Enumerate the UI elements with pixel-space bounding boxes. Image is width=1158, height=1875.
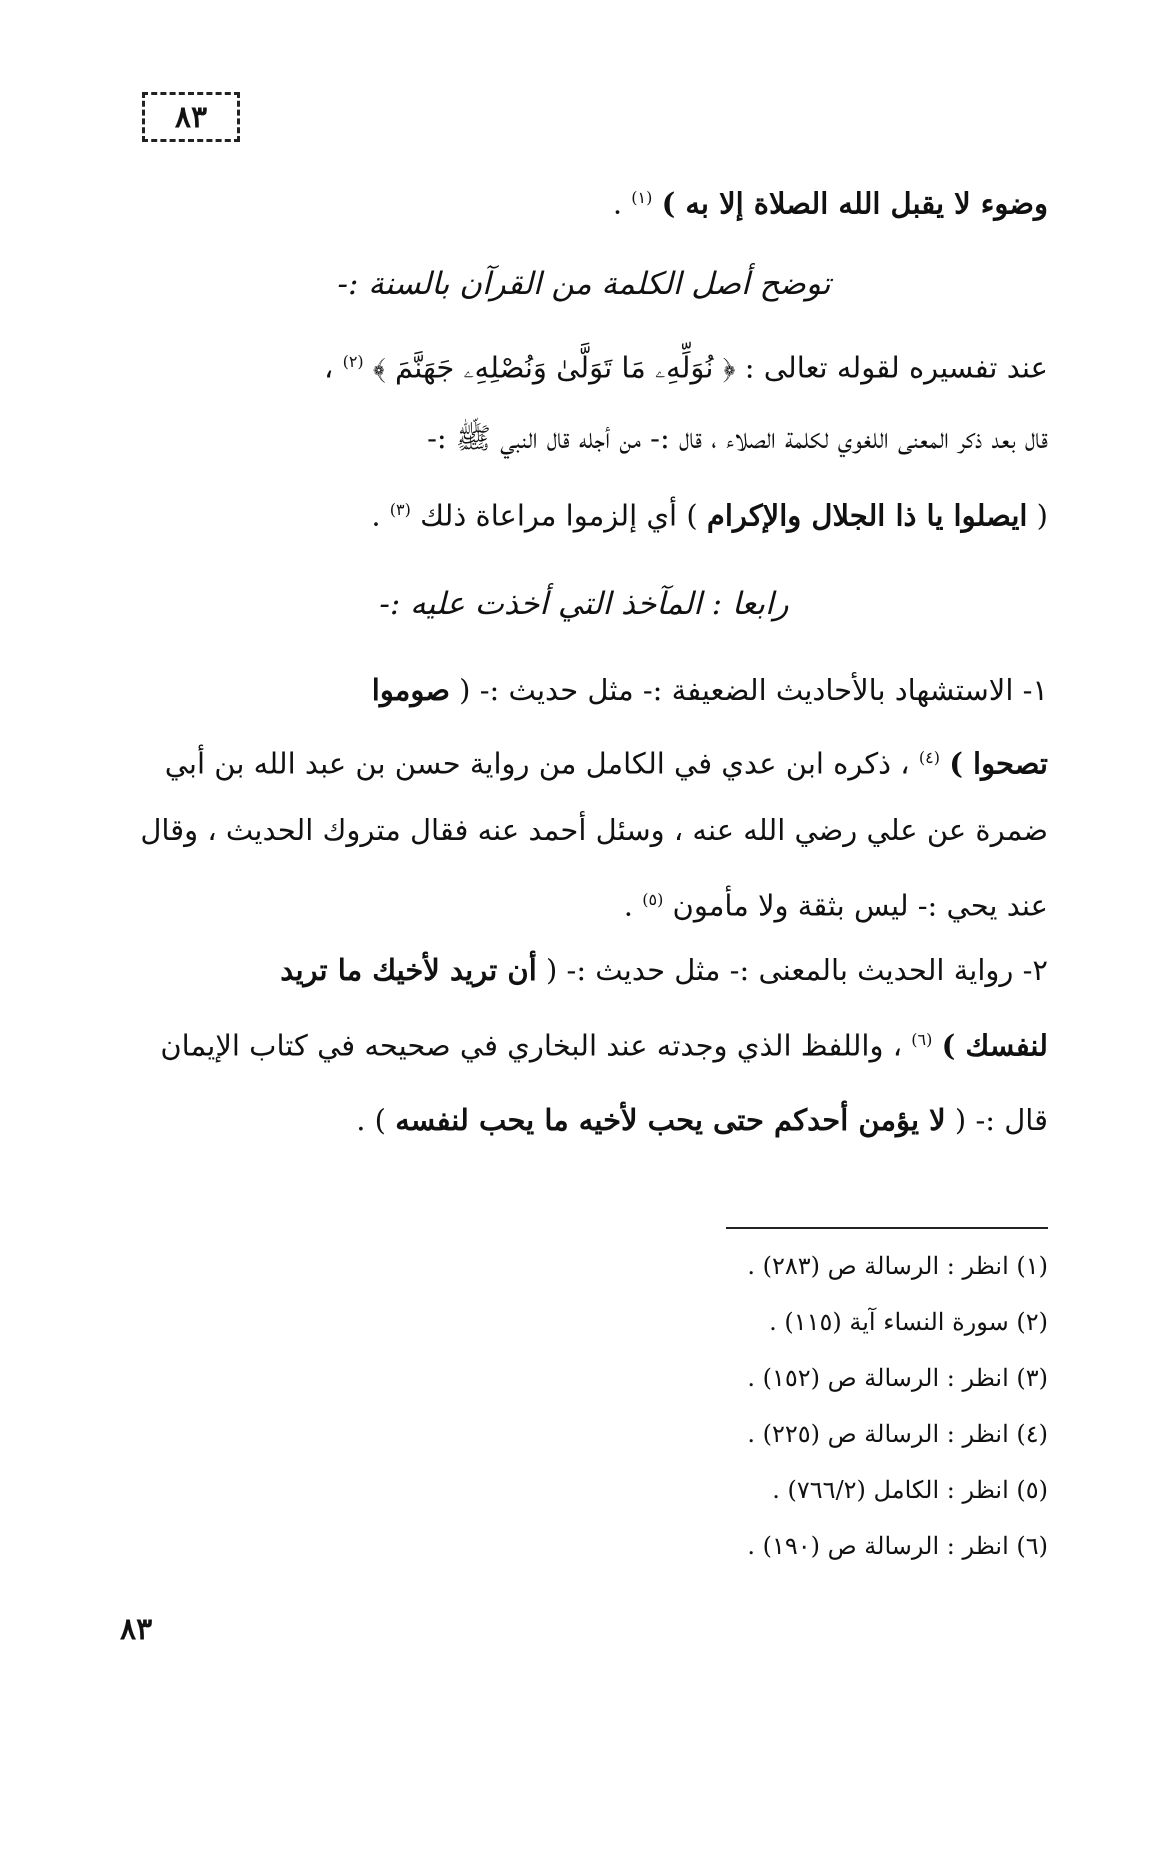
body-text: ) أي إلزموا مراعاة ذلك bbox=[420, 498, 698, 533]
footnote-2: (٢) سورة النساء آية (١١٥) . bbox=[769, 1308, 1048, 1336]
hadith-text: لا يؤمن أحدكم حتى يحب لأخيه ما يحب لنفسه bbox=[395, 1103, 946, 1137]
body-line-5 bbox=[120, 670, 1048, 710]
body-text: ٢- رواية الحديث بالمعنى :- مثل حديث :- ( bbox=[545, 953, 1048, 987]
body-line-3: قال بعد ذكر المعنى اللغوي لكلمة الصلاء ، قال :- من أجله قال النبي ﷺ :- bbox=[427, 421, 1048, 455]
hadith-text: تصحوا ) bbox=[949, 746, 1048, 781]
footnote-4: (٤) انظر : الرسالة ص (٢٢٥) . bbox=[747, 1420, 1048, 1448]
page-number-bottom: ٨٣ bbox=[120, 1612, 153, 1647]
footnote-5: (٥) انظر : الكامل (٧٦٦/٢) . bbox=[772, 1476, 1048, 1504]
body-text: ، ذكره ابن عدي في الكامل من رواية حسن بن عبد الله بن أبي bbox=[164, 746, 910, 781]
punctuation: . bbox=[612, 186, 623, 221]
punctuation: . bbox=[623, 888, 634, 923]
body-text: ١- الاستشهاد بالأحاديث الضعيفة :- مثل حديث :- ( bbox=[459, 673, 1048, 707]
body-text: ، واللفظ الذي وجدته عند البخاري في صحيحه في كتاب الإيمان bbox=[160, 1028, 903, 1063]
punctuation: ( bbox=[1036, 498, 1048, 533]
hadith-text: ايصلوا يا ذا الجلال والإكرام bbox=[706, 498, 1028, 533]
body-line-6 bbox=[120, 738, 1048, 784]
hadith-text: وضوء لا يقبل الله الصلاة إلا به ) bbox=[661, 186, 1048, 221]
footnote-6: (٦) انظر : الرسالة ص (١٩٠) . bbox=[747, 1532, 1048, 1560]
punctuation: . bbox=[371, 498, 381, 533]
punctuation: ، bbox=[323, 350, 334, 385]
section-heading: توضح أصل الكلمة من القرآن بالسنة :- bbox=[337, 266, 831, 302]
section-heading: رابعا : المآخذ التي أخذت عليه :- bbox=[379, 586, 789, 622]
punctuation: ) . bbox=[356, 1103, 386, 1137]
hadith-text: أن تريد لأخيك ما تريد bbox=[280, 953, 537, 987]
footnote-1: (١) انظر : الرسالة ص (٢٨٣) . bbox=[747, 1252, 1048, 1280]
body-line-9 bbox=[120, 950, 1048, 990]
body-text: عند يحي :- ليس بثقة ولا مأمون bbox=[672, 888, 1048, 923]
hadith-text: صوموا bbox=[371, 673, 450, 707]
body-line-11 bbox=[120, 1100, 1048, 1140]
footnote-ref: (٢) bbox=[342, 352, 364, 371]
footnote-ref: (٣) bbox=[389, 500, 411, 519]
body-line-2 bbox=[120, 342, 1048, 388]
footnote-ref: (١) bbox=[631, 188, 653, 207]
footnote-ref: (٤) bbox=[918, 748, 940, 767]
body-line-7: ضمرة عن علي رضي الله عنه ، وسئل أحمد عنه فقال متروك الحديث ، وقال bbox=[140, 813, 1048, 847]
body-text: قال :- ( bbox=[954, 1103, 1048, 1137]
quran-verse-line: عند تفسيره لقوله تعالى : ﴿ نُوَلِّهِۦ مَا تَوَلَّىٰ وَنُصْلِهِۦ جَهَنَّمَ ﴾ bbox=[372, 350, 1048, 385]
body-line-1 bbox=[120, 178, 1048, 224]
hadith-text: لنفسك ) bbox=[941, 1028, 1048, 1063]
page-number-box bbox=[142, 92, 240, 142]
footnote-ref: (٦) bbox=[911, 1030, 933, 1049]
footnote-ref: (٥) bbox=[642, 890, 664, 909]
body-line-4 bbox=[120, 490, 1048, 536]
body-line-8 bbox=[120, 880, 1048, 926]
footnote-3: (٣) انظر : الرسالة ص (١٥٢) . bbox=[747, 1364, 1048, 1392]
footnote-divider bbox=[726, 1227, 1048, 1229]
page-number-top: ٨٣ bbox=[174, 99, 208, 135]
body-line-10 bbox=[120, 1020, 1048, 1066]
